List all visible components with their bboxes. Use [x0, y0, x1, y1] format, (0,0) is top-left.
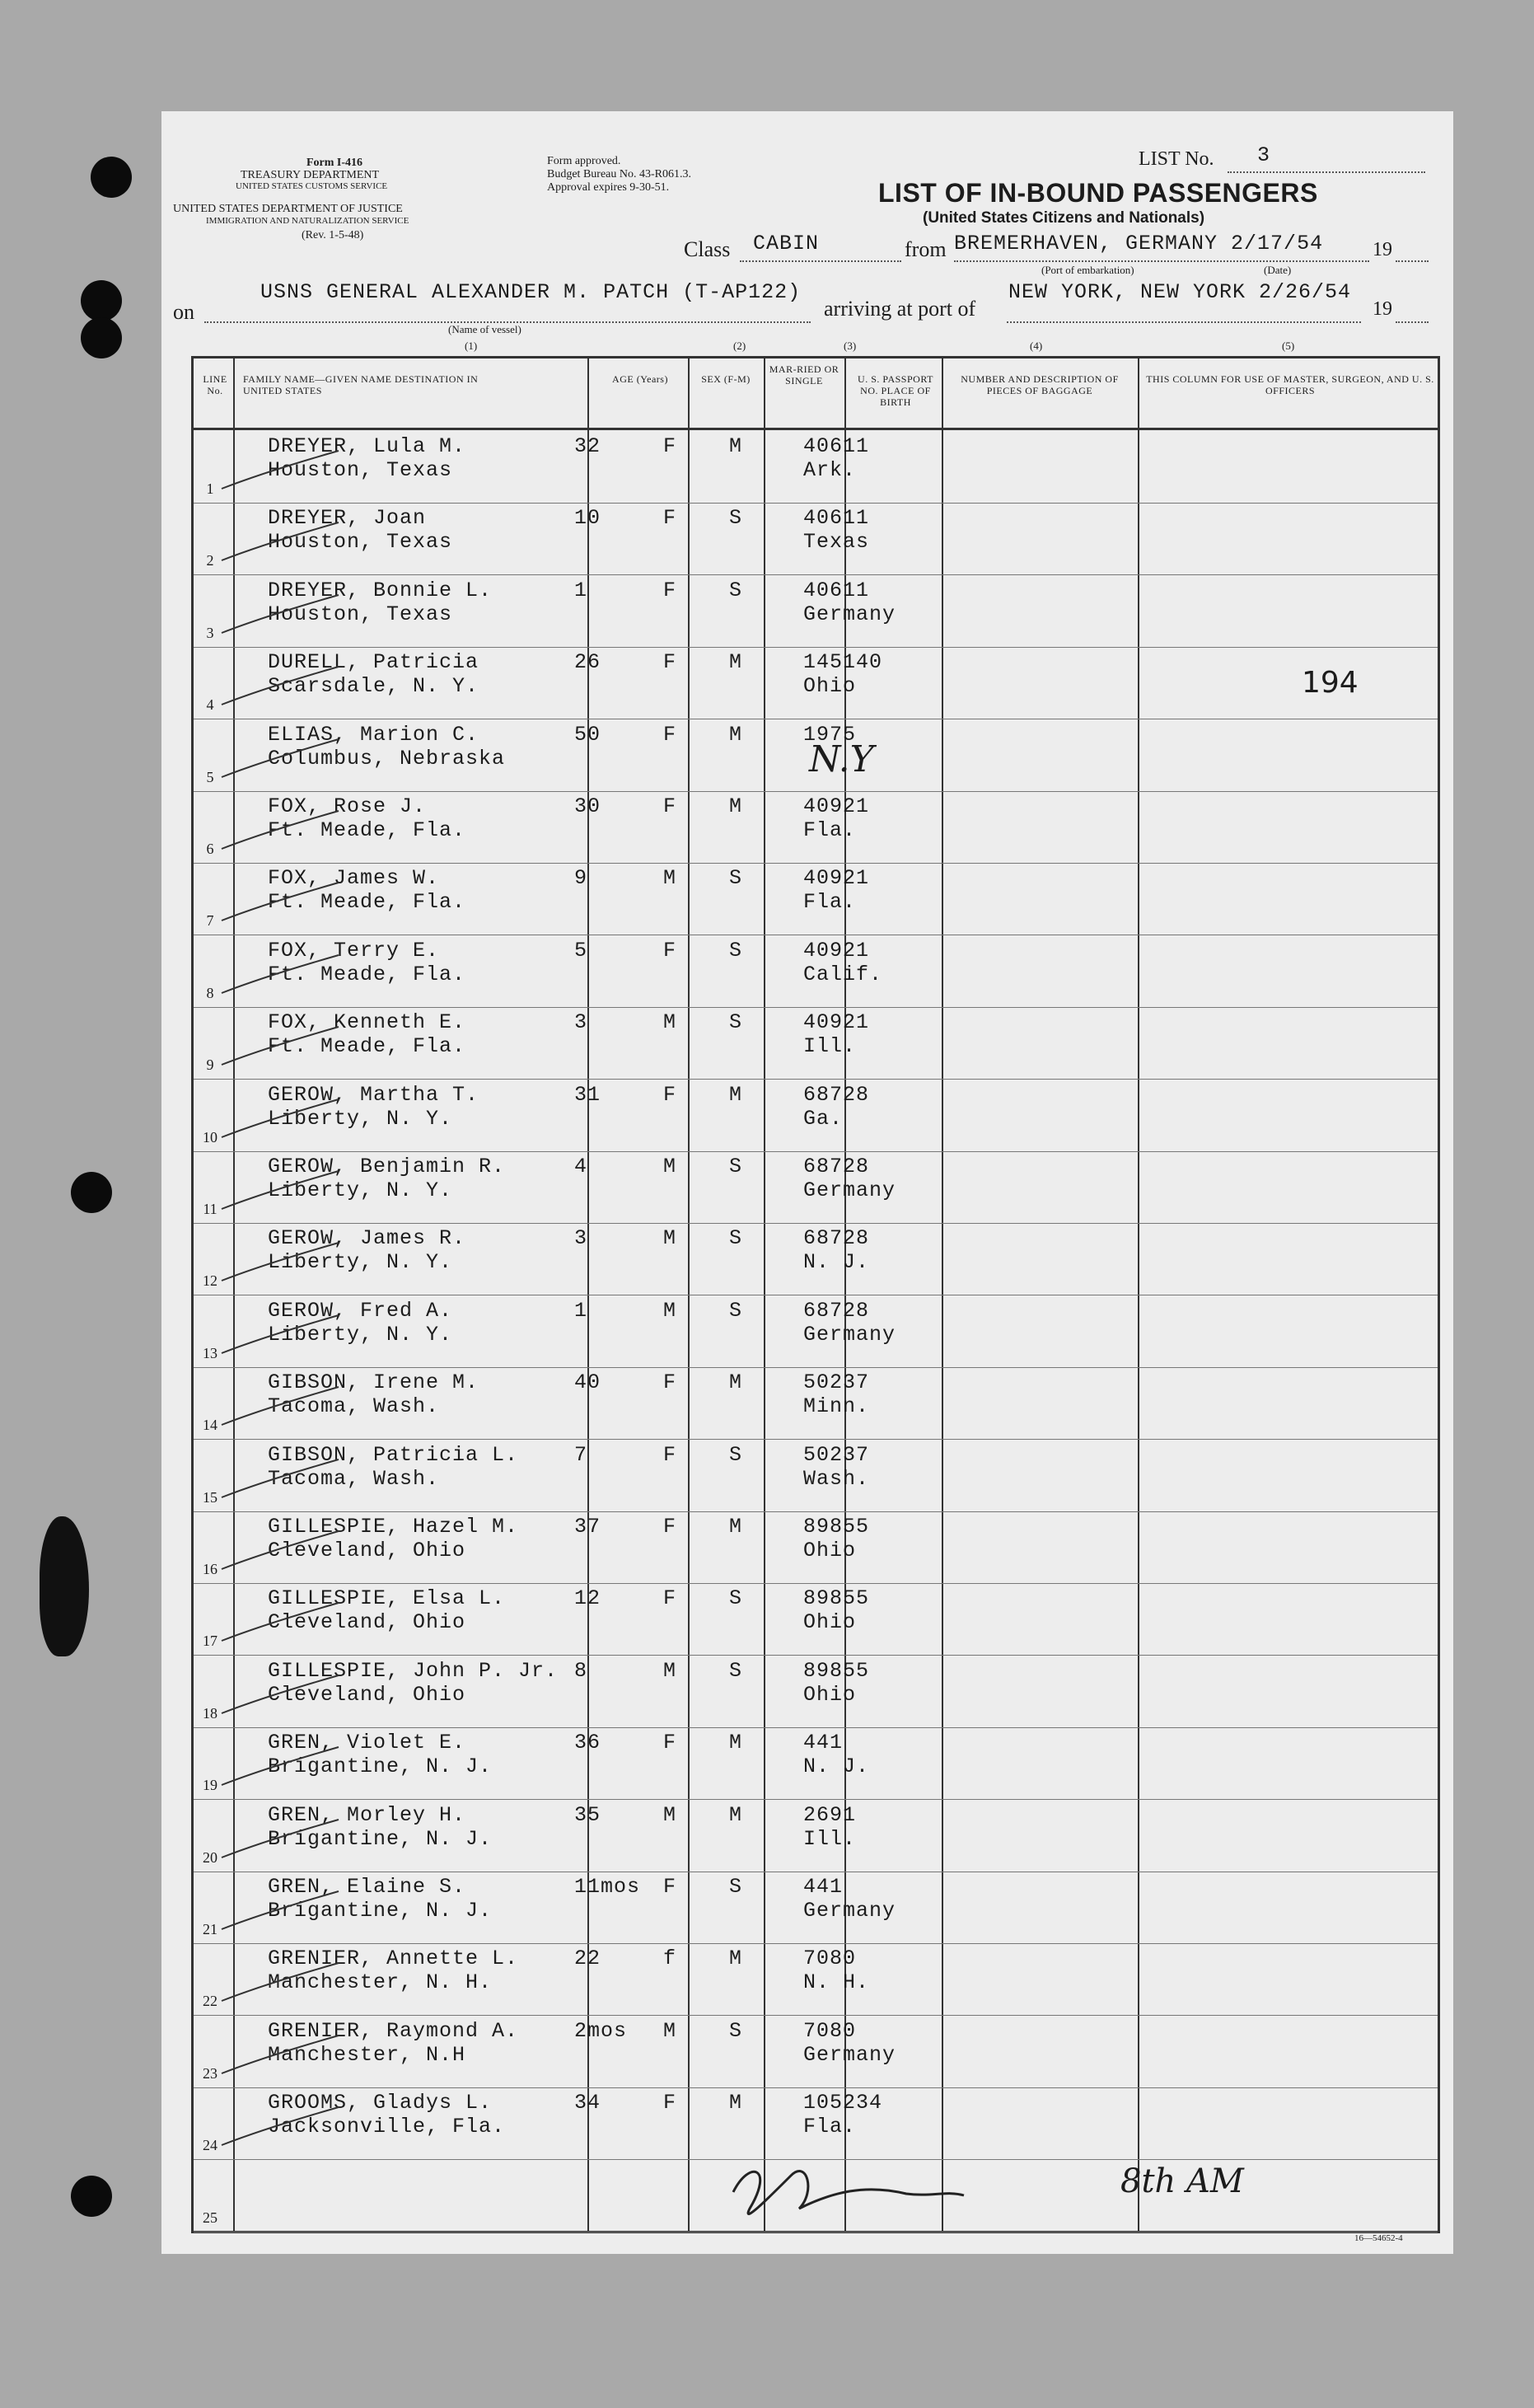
line-number: 13 [203, 1344, 217, 1361]
passenger-name: ELIAS, Marion C. [268, 722, 479, 747]
place-of-birth: Ohio [803, 674, 857, 699]
place-of-birth: Fla. [803, 890, 857, 915]
passenger-marital-status: S [729, 1155, 743, 1178]
signature [717, 2143, 1112, 2233]
passport-number: 89855 [803, 1515, 870, 1539]
table-row [194, 575, 1438, 648]
table-row [194, 935, 1438, 1008]
class-value: CABIN [753, 232, 820, 255]
table-row [194, 1080, 1438, 1152]
line-number: 1 [206, 480, 214, 497]
line-number: 2 [206, 552, 214, 569]
passenger-marital-status: S [729, 866, 743, 891]
table-row [194, 1007, 1438, 1080]
passenger-destination: Cleveland, Ohio [268, 1610, 466, 1635]
passenger-age: 50 [574, 722, 601, 747]
vessel-name: USNS GENERAL ALEXANDER M. PATCH (T-AP122) [260, 280, 802, 304]
passenger-sex: F [663, 1875, 677, 1899]
passenger-age: 2mos [574, 2018, 628, 2043]
check-mark [218, 2032, 342, 2082]
passport-number: 145140 [803, 650, 883, 675]
passport-number: 40611 [803, 506, 870, 531]
column-number: (5) [1282, 340, 1295, 352]
line-number: 25 [203, 2209, 217, 2226]
passenger-marital-status: S [729, 938, 743, 963]
passenger-destination: Brigantine, N. J. [268, 1899, 493, 1923]
passenger-age: 11mos [574, 1875, 641, 1899]
passenger-marital-status: M [729, 434, 743, 458]
passenger-marital-status: M [729, 1515, 743, 1539]
approval-line: Approval expires 9-30-51. [547, 181, 670, 194]
passenger-age: 5 [574, 938, 588, 963]
passenger-sex: F [663, 650, 677, 675]
department-of-justice: UNITED STATES DEPARTMENT OF JUSTICE [173, 203, 403, 215]
passport-number: 89855 [803, 1586, 870, 1611]
footer-code: 16—54652-4 [1354, 2233, 1403, 2243]
passenger-name: DREYER, Lula M. [268, 434, 466, 458]
passenger-name: FOX, James W. [268, 866, 440, 891]
line-number: 6 [206, 841, 214, 857]
table-row [194, 647, 1438, 719]
place-of-birth: Ga. [803, 1106, 844, 1131]
passenger-marital-status: S [729, 1658, 743, 1683]
year-prefix: 19 [1373, 298, 1392, 320]
check-mark [218, 519, 342, 569]
passenger-sex: F [663, 1586, 677, 1611]
passenger-destination: Ft. Meade, Fla. [268, 1034, 466, 1059]
passenger-sex: F [663, 1370, 677, 1395]
punch-hole [81, 317, 122, 358]
check-mark [218, 736, 342, 785]
arriving-label: arriving at port of [824, 297, 976, 321]
place-of-birth: Calif. [803, 962, 883, 986]
line-number: 11 [203, 1201, 217, 1217]
punch-hole [71, 1172, 112, 1213]
header-sex: SEX (F-M) [701, 373, 751, 385]
passenger-age: 7 [574, 1442, 588, 1467]
line-number: 16 [203, 1561, 217, 1577]
passenger-destination: Liberty, N. Y. [268, 1178, 453, 1202]
passenger-age: 10 [574, 506, 601, 531]
passenger-age: 32 [574, 434, 601, 458]
table-row [194, 2016, 1438, 2088]
passenger-marital-status: M [729, 650, 743, 675]
check-mark [218, 1168, 342, 1217]
passenger-destination: Scarsdale, N. Y. [268, 674, 479, 699]
place-of-birth: N. J. [803, 1250, 870, 1275]
passenger-name: DREYER, Bonnie L. [268, 578, 493, 602]
passport-number: 40921 [803, 938, 870, 963]
passenger-marital-status: S [729, 1442, 743, 1467]
line-number: 15 [203, 1488, 217, 1506]
passenger-marital-status: M [729, 2091, 743, 2115]
header-age: AGE (Years) [612, 373, 668, 385]
passenger-destination: Cleveland, Ohio [268, 1682, 466, 1707]
approval-line: Budget Bureau No. 43-R061.3. [547, 168, 691, 180]
line-number: 23 [203, 2064, 217, 2082]
passenger-age: 3 [574, 1226, 588, 1251]
passenger-destination: Liberty, N. Y. [268, 1250, 453, 1275]
passenger-age: 4 [574, 1155, 588, 1178]
check-mark [218, 1456, 342, 1506]
passenger-sex: F [663, 434, 677, 458]
check-mark [218, 1239, 342, 1289]
place-of-birth: Germany [803, 1178, 896, 1202]
passenger-name: GILLESPIE, Hazel M. [268, 1515, 519, 1539]
passenger-destination: Manchester, N. H. [268, 1970, 493, 1995]
treasury-department: TREASURY DEPARTMENT [241, 169, 380, 181]
table-row [194, 1511, 1438, 1584]
passenger-sex: F [663, 506, 677, 531]
table-row [194, 1367, 1438, 1440]
passport-number: 441 [803, 1875, 844, 1899]
passenger-destination: Brigantine, N. J. [268, 1754, 493, 1779]
table-row [194, 1223, 1438, 1295]
table-row [194, 1800, 1438, 1872]
passenger-destination: Cleveland, Ohio [268, 1539, 466, 1562]
passenger-destination: Houston, Texas [268, 602, 453, 626]
passenger-name: GREN, Elaine S. [268, 1875, 466, 1899]
place-of-birth: Germany [803, 602, 896, 626]
passenger-name: FOX, Rose J. [268, 794, 427, 818]
passport-number: 105234 [803, 2091, 883, 2115]
table-row [194, 863, 1438, 935]
passenger-age: 1 [574, 578, 588, 602]
column-number: (4) [1030, 340, 1043, 352]
passport-number: 50237 [803, 1442, 870, 1467]
passenger-name: DREYER, Joan [268, 506, 427, 531]
place-of-birth: Fla. [803, 2115, 857, 2139]
passenger-sex: F [663, 1082, 677, 1107]
passport-number: 2691 [803, 1802, 857, 1827]
passenger-marital-status: M [729, 794, 743, 818]
place-of-birth: Ohio [803, 1682, 857, 1707]
passenger-destination: Houston, Texas [268, 458, 453, 482]
check-mark [218, 952, 342, 1001]
punch-hole [91, 157, 132, 198]
passenger-destination: Tacoma, Wash. [268, 1394, 440, 1419]
line-number: 5 [206, 768, 214, 785]
passenger-sex: M [663, 1802, 677, 1827]
list-no-value: 3 [1257, 143, 1271, 167]
check-mark [218, 879, 342, 929]
passport-number: 7080 [803, 2018, 857, 2043]
table-row [194, 1440, 1438, 1512]
check-mark [218, 1024, 342, 1073]
passport-number: 89855 [803, 1658, 870, 1683]
port-of-embarkation-caption: (Port of embarkation) [1041, 264, 1134, 276]
on-label: on [173, 300, 194, 324]
embarkation-value: BREMERHAVEN, GERMANY 2/17/54 [954, 232, 1324, 255]
date-caption: (Date) [1264, 264, 1292, 276]
approval-line: Form approved. [547, 155, 621, 167]
passport-number: 50237 [803, 1370, 870, 1395]
paper-damage [40, 1516, 89, 1656]
place-of-birth: Wash. [803, 1466, 870, 1491]
vessel-name-caption: (Name of vessel) [448, 323, 521, 335]
passenger-marital-status: S [729, 1586, 743, 1611]
place-of-birth: Ohio [803, 1610, 857, 1635]
passport-number: 1975 [803, 722, 857, 747]
passenger-sex: M [663, 2018, 677, 2043]
passenger-age: 9 [574, 866, 588, 891]
passenger-marital-status: S [729, 1875, 743, 1899]
place-of-birth: Ark. [803, 458, 857, 482]
line-number: 14 [203, 1417, 217, 1434]
passenger-destination: Liberty, N. Y. [268, 1322, 453, 1347]
line-number: 24 [203, 2137, 217, 2154]
check-mark [218, 2104, 342, 2153]
line-number: 8 [206, 984, 214, 1001]
passenger-sex: F [663, 722, 677, 747]
passenger-marital-status: S [729, 506, 743, 531]
passenger-age: 40 [574, 1370, 601, 1395]
passenger-marital-status: M [729, 1947, 743, 1971]
line-number: 3 [206, 624, 214, 641]
line-number: 19 [203, 1777, 217, 1794]
table-row [194, 1151, 1438, 1224]
line-number: 7 [206, 912, 214, 930]
passenger-marital-status: S [729, 2018, 743, 2043]
check-mark [218, 1384, 342, 1433]
header-officers: THIS COLUMN FOR USE OF MASTER, SURGEON, AND U. S. OFFICERS [1146, 373, 1434, 396]
passenger-name: FOX, Kenneth E. [268, 1010, 466, 1035]
place-of-birth: Germany [803, 1899, 896, 1923]
passenger-age: 37 [574, 1515, 601, 1539]
passport-number: 68728 [803, 1298, 870, 1323]
line-number: 21 [203, 1921, 217, 1937]
check-mark [218, 1096, 342, 1145]
line-number: 18 [203, 1704, 217, 1722]
place-of-birth: Germany [803, 1322, 896, 1347]
passenger-destination: Brigantine, N. J. [268, 1826, 493, 1851]
passenger-marital-status: S [729, 1010, 743, 1035]
check-mark [218, 663, 342, 713]
header-married-single: MAR-RIED OR SINGLE [769, 363, 839, 386]
passenger-name: GEROW, Martha T. [268, 1082, 479, 1107]
table-row [194, 1295, 1438, 1368]
line-number: 9 [206, 1056, 214, 1074]
passenger-age: 26 [574, 650, 601, 675]
place-of-birth: Germany [803, 2042, 896, 2067]
passport-number: 68728 [803, 1155, 870, 1178]
passport-number: 68728 [803, 1226, 870, 1251]
passenger-marital-status: S [729, 1298, 743, 1323]
header-passport-birthplace: U. S. PASSPORT NO. PLACE OF BIRTH [858, 373, 933, 408]
passenger-age: 8 [574, 1658, 588, 1683]
passenger-name: DURELL, Patricia [268, 650, 479, 675]
passenger-age: 34 [574, 2091, 601, 2115]
passenger-sex: M [663, 1010, 677, 1035]
table-row [194, 1727, 1438, 1800]
check-mark [218, 1744, 342, 1793]
passenger-destination: Liberty, N. Y. [268, 1106, 453, 1131]
class-label: Class [684, 237, 731, 261]
passenger-sex: F [663, 578, 677, 602]
from-label: from [905, 237, 947, 261]
passenger-age: 22 [574, 1947, 601, 1971]
passenger-marital-status: S [729, 578, 743, 602]
passenger-destination: Ft. Meade, Fla. [268, 962, 466, 986]
header-line-no: LINE No. [203, 373, 227, 396]
line-number: 22 [203, 1993, 217, 2010]
handwritten-birth-note: N.Y [809, 738, 874, 780]
passenger-sex: M [663, 1226, 677, 1251]
passenger-destination: Houston, Texas [268, 530, 453, 555]
passenger-sex: F [663, 2091, 677, 2115]
passenger-destination: Ft. Meade, Fla. [268, 890, 466, 915]
passenger-sex: f [663, 1947, 677, 1971]
passenger-name: GREN, Violet E. [268, 1731, 466, 1755]
passport-number: 441 [803, 1731, 844, 1755]
passport-number: 40611 [803, 578, 870, 602]
passenger-age: 1 [574, 1298, 588, 1323]
table-row [194, 1656, 1438, 1728]
line-number: 10 [203, 1128, 217, 1145]
passport-number: 7080 [803, 1947, 857, 1971]
place-of-birth: Ohio [803, 1539, 857, 1562]
passenger-name: GIBSON, Patricia L. [268, 1442, 519, 1467]
passenger-name: GROOMS, Gladys L. [268, 2091, 493, 2115]
passenger-name: FOX, Terry E. [268, 938, 440, 963]
passenger-age: 3 [574, 1010, 588, 1035]
passenger-marital-status: M [729, 1802, 743, 1827]
place-of-birth: Ill. [803, 1034, 857, 1059]
passenger-marital-status: S [729, 1226, 743, 1251]
table-row [194, 503, 1438, 575]
passenger-sex: M [663, 1155, 677, 1178]
check-mark [218, 1888, 342, 1937]
count-annotation: 194 [1302, 666, 1359, 700]
passenger-destination: Tacoma, Wash. [268, 1466, 440, 1491]
immigration-service: IMMIGRATION AND NATURALIZATION SERVICE [206, 216, 409, 226]
passenger-marital-status: M [729, 1082, 743, 1107]
passenger-name: GILLESPIE, Elsa L. [268, 1586, 506, 1611]
signature-suffix: 8th AM [1120, 2162, 1244, 2200]
passenger-name: GRENIER, Raymond A. [268, 2018, 519, 2043]
passenger-name: GEROW, James R. [268, 1226, 466, 1251]
check-mark [218, 808, 342, 857]
page-title: LIST OF IN-BOUND PASSENGERS [878, 178, 1318, 208]
page-subtitle: (United States Citizens and Nationals) [923, 209, 1205, 227]
check-mark [218, 592, 342, 641]
place-of-birth: Ill. [803, 1826, 857, 1851]
check-mark [218, 1600, 342, 1649]
passenger-age: 31 [574, 1082, 601, 1107]
passport-number: 40921 [803, 794, 870, 818]
customs-service: UNITED STATES CUSTOMS SERVICE [236, 181, 388, 191]
passenger-marital-status: M [729, 1731, 743, 1755]
punch-hole [71, 2176, 112, 2217]
passport-number: 40921 [803, 1010, 870, 1035]
line-number: 4 [206, 696, 214, 714]
table-row [194, 1872, 1438, 1944]
punch-hole [81, 280, 122, 321]
column-number: (2) [733, 340, 746, 352]
header-name-destination: FAMILY NAME—GIVEN NAME DESTINATION IN UNITED STATES [243, 373, 479, 396]
passenger-age: 12 [574, 1586, 601, 1611]
check-mark [218, 1960, 342, 2009]
passenger-sex: F [663, 1515, 677, 1539]
passenger-destination: Manchester, N.H [268, 2042, 466, 2067]
place-of-birth: N. H. [803, 1970, 870, 1995]
year-prefix: 19 [1373, 239, 1392, 260]
form-number: Form I-416 [306, 157, 363, 169]
passenger-sex: M [663, 1658, 677, 1683]
line-number: 17 [203, 1633, 217, 1650]
form-revision: (Rev. 1-5-48) [302, 229, 364, 241]
passenger-sex: M [663, 1298, 677, 1323]
passenger-destination: Jacksonville, Fla. [268, 2115, 506, 2139]
passenger-age: 30 [574, 794, 601, 818]
passenger-marital-status: M [729, 722, 743, 747]
table-row [194, 791, 1438, 864]
passport-number: 40611 [803, 434, 870, 458]
line-number: 20 [203, 1848, 217, 1866]
line-number: 12 [203, 1272, 217, 1290]
passenger-name: GRENIER, Annette L. [268, 1947, 519, 1971]
passenger-name: GILLESPIE, John P. Jr. [268, 1658, 559, 1683]
header-baggage: NUMBER AND DESCRIPTION OF PIECES OF BAGGAGE [961, 373, 1119, 396]
place-of-birth: Fla. [803, 818, 857, 842]
check-mark [218, 447, 342, 497]
passenger-name: GIBSON, Irene M. [268, 1370, 479, 1395]
passenger-sex: F [663, 1731, 677, 1755]
table-row [194, 1943, 1438, 2016]
table-row [194, 1583, 1438, 1656]
place-of-birth: N. J. [803, 1754, 870, 1779]
passenger-name: GREN, Morley H. [268, 1802, 466, 1827]
passenger-name: GEROW, Fred A. [268, 1298, 453, 1323]
place-of-birth: Texas [803, 530, 870, 555]
passenger-sex: F [663, 794, 677, 818]
passenger-marital-status: M [729, 1370, 743, 1395]
check-mark [218, 1528, 342, 1577]
place-of-birth: Minn. [803, 1394, 870, 1419]
arrival-port-value: NEW YORK, NEW YORK 2/26/54 [1008, 280, 1352, 304]
check-mark [218, 1816, 342, 1866]
check-mark [218, 1312, 342, 1361]
passenger-destination: Columbus, Nebraska [268, 746, 506, 771]
passport-number: 68728 [803, 1082, 870, 1107]
passenger-table [191, 356, 1440, 2233]
column-number: (1) [465, 340, 478, 352]
passenger-sex: M [663, 866, 677, 891]
table-row [194, 431, 1438, 504]
check-mark [218, 1672, 342, 1722]
list-no-label: LIST No. [1139, 148, 1214, 170]
column-number: (3) [844, 340, 857, 352]
passenger-sex: F [663, 938, 677, 963]
passenger-destination: Ft. Meade, Fla. [268, 818, 466, 842]
passenger-sex: F [663, 1442, 677, 1467]
passport-number: 40921 [803, 866, 870, 891]
passenger-age: 36 [574, 1731, 601, 1755]
passenger-name: GEROW, Benjamin R. [268, 1155, 506, 1178]
passenger-age: 35 [574, 1802, 601, 1827]
